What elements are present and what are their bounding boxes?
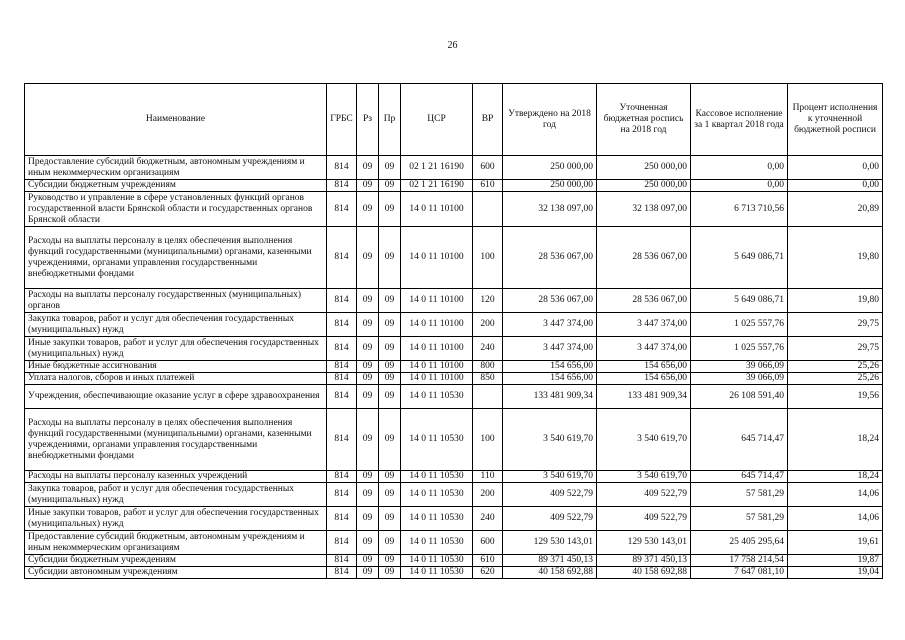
col-header-name: Наименование: [25, 84, 327, 156]
row-rz: 09: [357, 373, 379, 385]
row-pr: 09: [379, 507, 401, 531]
row-approved: 154 656,00: [503, 361, 597, 373]
row-vr: 610: [473, 555, 503, 567]
row-csr: 14 0 11 10100: [401, 289, 473, 313]
row-grbs: 814: [327, 507, 357, 531]
row-vr: 120: [473, 289, 503, 313]
row-rz: 09: [357, 567, 379, 579]
table-row: [25, 483, 883, 507]
col-header-rz: Рз: [357, 84, 379, 156]
row-name: Предоставление субсидий бюджетным, автономным учреждениям и иным некоммерческим организациям: [25, 531, 327, 555]
row-approved: 32 138 097,00: [503, 192, 597, 227]
row-percent: 19,80: [788, 227, 883, 289]
row-rz: 09: [357, 361, 379, 373]
row-cash: 25 405 295,64: [691, 531, 788, 555]
row-percent: 19,61: [788, 531, 883, 555]
row-percent: 25,26: [788, 361, 883, 373]
row-approved: 3 540 619,70: [503, 471, 597, 483]
table-row: [25, 555, 883, 567]
row-pr: 09: [379, 156, 401, 180]
row-percent: 25,26: [788, 373, 883, 385]
row-csr: 14 0 11 10530: [401, 531, 473, 555]
row-rz: 09: [357, 192, 379, 227]
row-rz: 09: [357, 227, 379, 289]
row-rz: 09: [357, 337, 379, 361]
row-refined: 3 540 619,70: [597, 471, 691, 483]
table-row: [25, 507, 883, 531]
table-row: [25, 373, 883, 385]
row-vr: 240: [473, 337, 503, 361]
row-percent: 19,80: [788, 289, 883, 313]
row-percent: 19,56: [788, 385, 883, 409]
row-cash: 17 758 214,54: [691, 555, 788, 567]
row-vr: [473, 385, 503, 409]
row-refined: 250 000,00: [597, 156, 691, 180]
row-percent: 19,04: [788, 567, 883, 579]
row-approved: 28 536 067,00: [503, 227, 597, 289]
row-rz: 09: [357, 289, 379, 313]
row-cash: 26 108 591,40: [691, 385, 788, 409]
row-name: Руководство и управление в сфере установленных функций органов государственной власти Брянской области и государственных органов Брянской области: [25, 192, 327, 227]
row-pr: 09: [379, 531, 401, 555]
row-grbs: 814: [327, 471, 357, 483]
row-name: Иные закупки товаров, работ и услуг для обеспечения государственных (муниципальных) нужд: [25, 337, 327, 361]
row-refined: 3 540 619,70: [597, 409, 691, 471]
row-cash: 57 581,29: [691, 483, 788, 507]
row-csr: 14 0 11 10100: [401, 361, 473, 373]
row-grbs: 814: [327, 313, 357, 337]
col-header-vr: ВР: [473, 84, 503, 156]
row-name: Иные бюджетные ассигнования: [25, 361, 327, 373]
row-cash: 0,00: [691, 180, 788, 192]
row-cash: 6 713 710,56: [691, 192, 788, 227]
row-cash: 39 066,09: [691, 361, 788, 373]
row-name: Закупка товаров, работ и услуг для обеспечения государственных (муниципальных) нужд: [25, 313, 327, 337]
col-header-refined: Уточненная бюджетная роспись на 2018 год: [597, 84, 691, 156]
row-rz: 09: [357, 531, 379, 555]
row-csr: 14 0 11 10530: [401, 507, 473, 531]
row-name: Предоставление субсидий бюджетным, автономным учреждениям и иным некоммерческим организациям: [25, 156, 327, 180]
row-rz: 09: [357, 555, 379, 567]
row-approved: 3 447 374,00: [503, 337, 597, 361]
row-csr: 14 0 11 10530: [401, 409, 473, 471]
row-percent: 14,06: [788, 483, 883, 507]
row-approved: 250 000,00: [503, 156, 597, 180]
row-rz: 09: [357, 483, 379, 507]
row-cash: 5 649 086,71: [691, 289, 788, 313]
row-name: Субсидии бюджетным учреждениям: [25, 180, 327, 192]
row-approved: 154 656,00: [503, 373, 597, 385]
table-row: [25, 156, 883, 180]
row-vr: 100: [473, 409, 503, 471]
row-grbs: 814: [327, 531, 357, 555]
row-grbs: 814: [327, 289, 357, 313]
row-grbs: 814: [327, 156, 357, 180]
table-body: [25, 156, 883, 579]
row-rz: 09: [357, 385, 379, 409]
row-refined: 154 656,00: [597, 373, 691, 385]
row-refined: 409 522,79: [597, 483, 691, 507]
row-vr: 600: [473, 531, 503, 555]
col-header-csr: ЦСР: [401, 84, 473, 156]
row-csr: 14 0 11 10100: [401, 192, 473, 227]
row-pr: 09: [379, 180, 401, 192]
row-percent: 0,00: [788, 156, 883, 180]
row-refined: 409 522,79: [597, 507, 691, 531]
row-rz: 09: [357, 507, 379, 531]
row-name: Расходы на выплаты персоналу казенных учреждений: [25, 471, 327, 483]
row-pr: 09: [379, 567, 401, 579]
row-name: Закупка товаров, работ и услуг для обеспечения государственных (муниципальных) нужд: [25, 483, 327, 507]
row-cash: 39 066,09: [691, 373, 788, 385]
row-grbs: 814: [327, 567, 357, 579]
row-pr: 09: [379, 409, 401, 471]
row-refined: 250 000,00: [597, 180, 691, 192]
row-grbs: 814: [327, 555, 357, 567]
row-vr: 200: [473, 313, 503, 337]
row-approved: 3 447 374,00: [503, 313, 597, 337]
row-cash: 645 714,47: [691, 409, 788, 471]
row-rz: 09: [357, 313, 379, 337]
row-grbs: 814: [327, 483, 357, 507]
row-cash: 7 647 081,10: [691, 567, 788, 579]
row-vr: 240: [473, 507, 503, 531]
row-approved: 409 522,79: [503, 507, 597, 531]
table-row: [25, 361, 883, 373]
col-header-percent: Процент исполнения к уточненной бюджетной росписи: [788, 84, 883, 156]
row-approved: 129 530 143,01: [503, 531, 597, 555]
table-row: [25, 289, 883, 313]
row-refined: 129 530 143,01: [597, 531, 691, 555]
row-percent: 20,89: [788, 192, 883, 227]
row-vr: 600: [473, 156, 503, 180]
col-header-grbs: ГРБС: [327, 84, 357, 156]
table-row: [25, 567, 883, 579]
row-vr: 800: [473, 361, 503, 373]
row-grbs: 814: [327, 385, 357, 409]
table-row: [25, 180, 883, 192]
row-refined: 154 656,00: [597, 361, 691, 373]
row-approved: 89 371 450,13: [503, 555, 597, 567]
table-row: [25, 471, 883, 483]
row-grbs: 814: [327, 192, 357, 227]
budget-table: [24, 83, 883, 579]
row-cash: 0,00: [691, 156, 788, 180]
row-approved: 250 000,00: [503, 180, 597, 192]
row-refined: 3 447 374,00: [597, 313, 691, 337]
row-csr: 14 0 11 10530: [401, 567, 473, 579]
row-pr: 09: [379, 483, 401, 507]
row-vr: 110: [473, 471, 503, 483]
row-grbs: 814: [327, 409, 357, 471]
row-approved: 409 522,79: [503, 483, 597, 507]
row-pr: 09: [379, 373, 401, 385]
header-row: [25, 84, 883, 156]
table-row: [25, 227, 883, 289]
row-csr: 14 0 11 10100: [401, 337, 473, 361]
row-cash: 645 714,47: [691, 471, 788, 483]
row-refined: 3 447 374,00: [597, 337, 691, 361]
table-row: [25, 409, 883, 471]
row-percent: 0,00: [788, 180, 883, 192]
row-percent: 29,75: [788, 313, 883, 337]
row-name: Субсидии автономным учреждениям: [25, 567, 327, 579]
row-csr: 14 0 11 10100: [401, 313, 473, 337]
row-pr: 09: [379, 289, 401, 313]
row-percent: 19,87: [788, 555, 883, 567]
row-name: Расходы на выплаты персоналу в целях обеспечения выполнения функций государственными (муниципальными) органами, казенными учреждениями, органами управления государственными внебюджетными фондами: [25, 227, 327, 289]
row-vr: 100: [473, 227, 503, 289]
row-refined: 133 481 909,34: [597, 385, 691, 409]
row-rz: 09: [357, 409, 379, 471]
row-refined: 40 158 692,88: [597, 567, 691, 579]
row-approved: 28 536 067,00: [503, 289, 597, 313]
row-percent: 29,75: [788, 337, 883, 361]
row-name: Субсидии бюджетным учреждениям: [25, 555, 327, 567]
row-pr: 09: [379, 192, 401, 227]
row-name: Расходы на выплаты персоналу в целях обеспечения выполнения функций государственными (муниципальными) органами, казенными учреждениями, органами управления государственными внебюджетными фондами: [25, 409, 327, 471]
row-refined: 28 536 067,00: [597, 227, 691, 289]
row-csr: 02 1 21 16190: [401, 156, 473, 180]
row-name: Иные закупки товаров, работ и услуг для обеспечения государственных (муниципальных) нужд: [25, 507, 327, 531]
row-csr: 14 0 11 10530: [401, 555, 473, 567]
row-rz: 09: [357, 471, 379, 483]
row-refined: 89 371 450,13: [597, 555, 691, 567]
row-pr: 09: [379, 555, 401, 567]
row-vr: 850: [473, 373, 503, 385]
row-pr: 09: [379, 471, 401, 483]
row-approved: 133 481 909,34: [503, 385, 597, 409]
row-vr: 610: [473, 180, 503, 192]
row-pr: 09: [379, 337, 401, 361]
table-row: [25, 313, 883, 337]
row-grbs: 814: [327, 373, 357, 385]
row-grbs: 814: [327, 361, 357, 373]
row-name: Расходы на выплаты персоналу государственных (муниципальных) органов: [25, 289, 327, 313]
row-name: Уплата налогов, сборов и иных платежей: [25, 373, 327, 385]
row-cash: 1 025 557,76: [691, 337, 788, 361]
row-percent: 14,06: [788, 507, 883, 531]
row-refined: 32 138 097,00: [597, 192, 691, 227]
row-percent: 18,24: [788, 471, 883, 483]
row-csr: 02 1 21 16190: [401, 180, 473, 192]
row-pr: 09: [379, 385, 401, 409]
col-header-approved: Утверждено на 2018 год: [503, 84, 597, 156]
row-csr: 14 0 11 10530: [401, 483, 473, 507]
table-row: [25, 385, 883, 409]
row-vr: 620: [473, 567, 503, 579]
row-approved: 40 158 692,88: [503, 567, 597, 579]
row-rz: 09: [357, 180, 379, 192]
row-cash: 5 649 086,71: [691, 227, 788, 289]
row-grbs: 814: [327, 337, 357, 361]
row-cash: 57 581,29: [691, 507, 788, 531]
row-grbs: 814: [327, 180, 357, 192]
row-percent: 18,24: [788, 409, 883, 471]
row-cash: 1 025 557,76: [691, 313, 788, 337]
row-pr: 09: [379, 361, 401, 373]
row-csr: 14 0 11 10100: [401, 373, 473, 385]
table-row: [25, 337, 883, 361]
row-vr: [473, 192, 503, 227]
row-csr: 14 0 11 10530: [401, 471, 473, 483]
row-refined: 28 536 067,00: [597, 289, 691, 313]
row-grbs: 814: [327, 227, 357, 289]
row-rz: 09: [357, 156, 379, 180]
row-pr: 09: [379, 313, 401, 337]
table-row: [25, 531, 883, 555]
row-vr: 200: [473, 483, 503, 507]
row-csr: 14 0 11 10100: [401, 227, 473, 289]
row-name: Учреждения, обеспечивающие оказание услуг в сфере здравоохранения: [25, 385, 327, 409]
col-header-pr: Пр: [379, 84, 401, 156]
row-csr: 14 0 11 10530: [401, 385, 473, 409]
row-pr: 09: [379, 227, 401, 289]
col-header-cash: Кассовое исполнение за 1 квартал 2018 года: [691, 84, 788, 156]
table-row: [25, 192, 883, 227]
page-number: 26: [447, 40, 458, 51]
row-approved: 3 540 619,70: [503, 409, 597, 471]
